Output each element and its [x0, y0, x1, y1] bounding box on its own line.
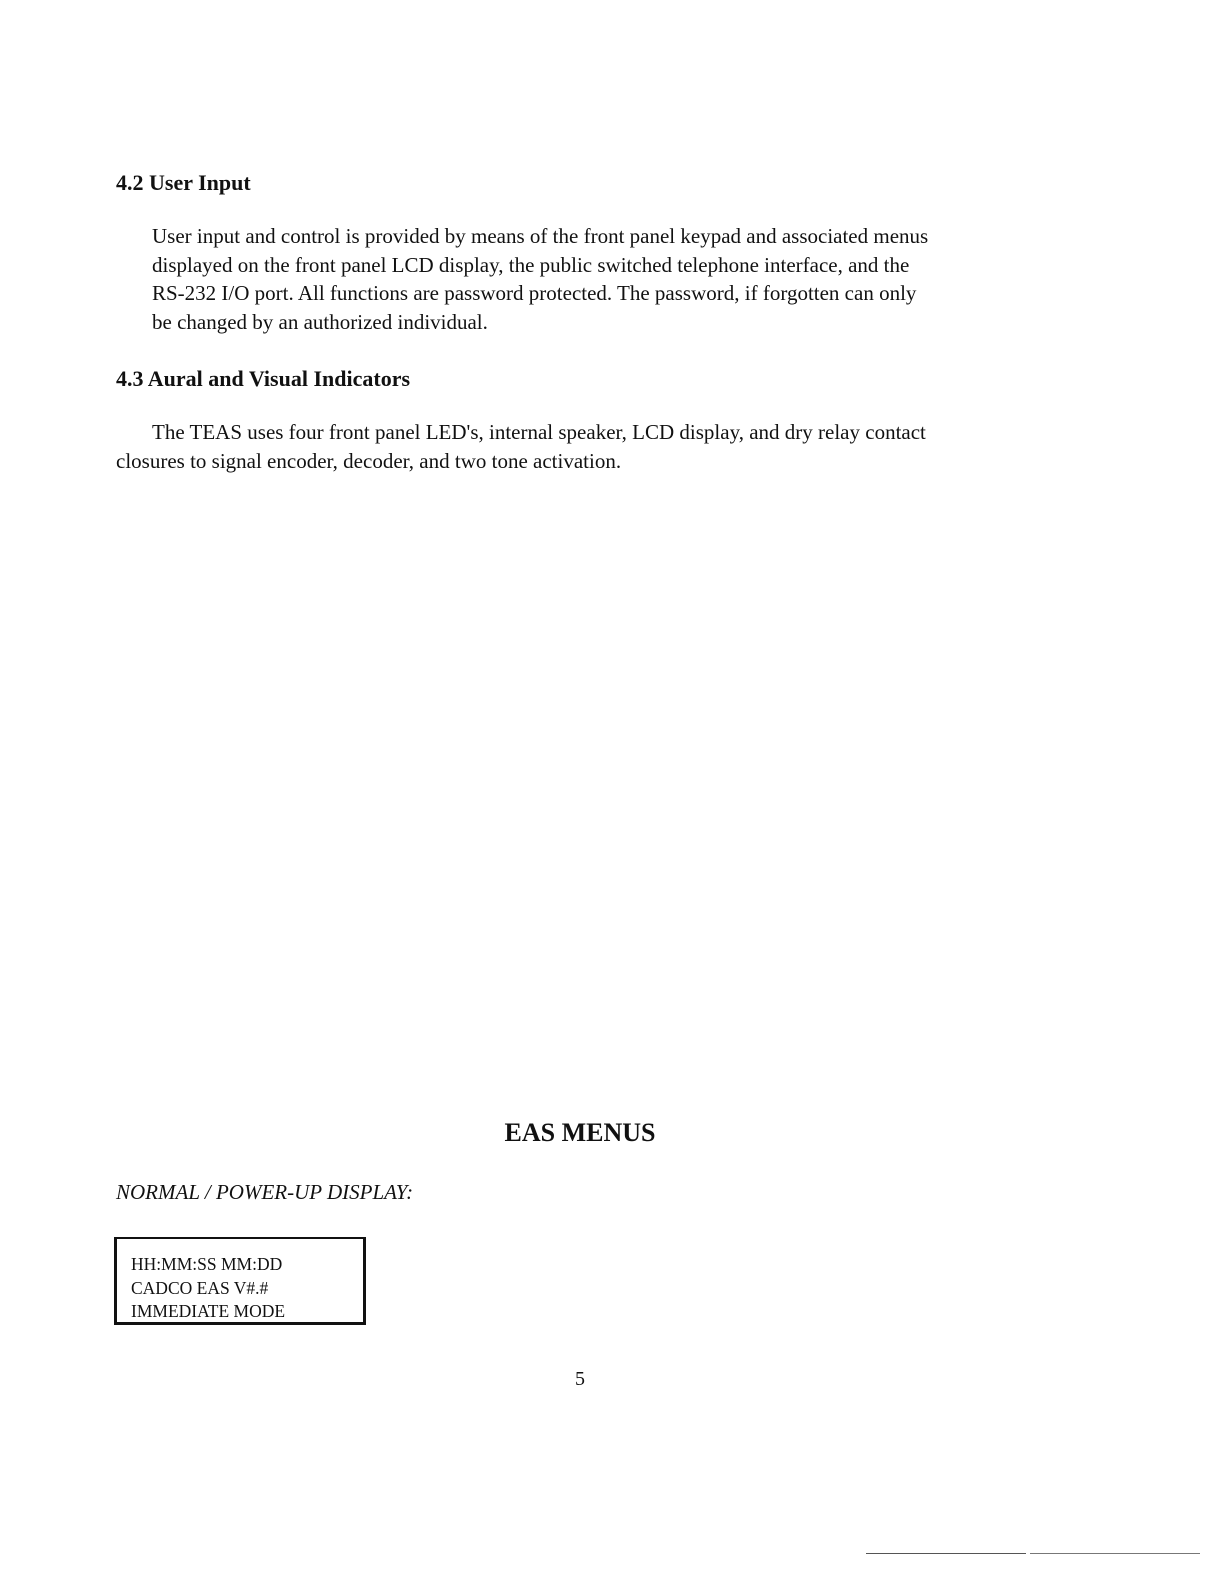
paragraph-line: be changed by an authorized individual.: [152, 309, 488, 334]
lcd-display-box: [114, 1237, 366, 1325]
paragraph-line: displayed on the front panel LCD display, the public switched telephone interface, and the: [152, 252, 910, 277]
normal-power-up-display-label: NORMAL / POWER-UP DISPLAY:: [116, 1180, 414, 1204]
paragraph-line: User input and control is provided by means of the front panel keypad and associated menus: [152, 224, 929, 248]
section-4-3-heading: 4.3 Aural and Visual Indicators: [116, 366, 411, 391]
paragraph-line: closures to signal encoder, decoder, and two tone activation.: [116, 448, 622, 473]
lcd-line-version: CADCO EAS V#.#: [131, 1277, 269, 1298]
paragraph-line: The TEAS uses four front panel LED's, internal speaker, LCD display, and dry relay contact: [152, 420, 926, 444]
lcd-line-mode: IMMEDIATE MODE: [131, 1301, 286, 1321]
page-number: 5: [575, 1368, 585, 1390]
section-4-2-heading: 4.2 User Input: [116, 170, 251, 195]
scan-artifact-line: [1030, 1553, 1200, 1554]
eas-menus-title: EAS MENUS: [504, 1118, 656, 1147]
scan-artifact-line: [866, 1553, 1026, 1554]
section-4-2-paragraph: [152, 222, 928, 336]
section-4-3-paragraph: [116, 418, 926, 475]
paragraph-line: RS-232 I/O port. All functions are password protected. The password, if forgotten can only: [152, 281, 917, 305]
lcd-line-time: HH:MM:SS MM:DD: [131, 1254, 283, 1274]
